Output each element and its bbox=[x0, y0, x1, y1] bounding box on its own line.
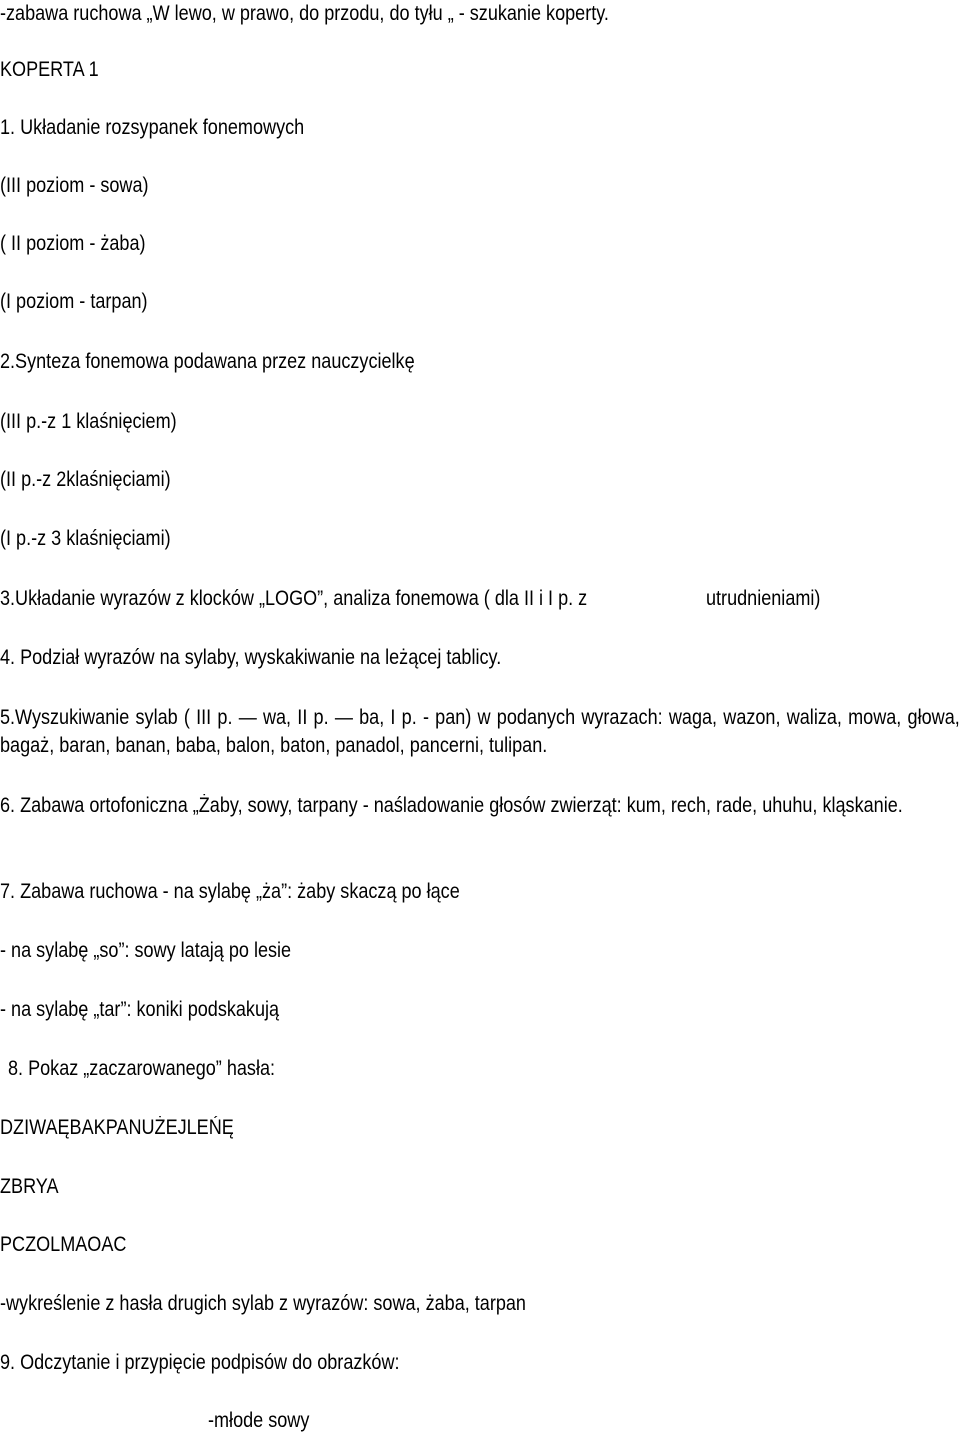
crossing-out-line: -wykreślenie z hasła drugich sylab z wyrazów: sowa, żaba, tarpan bbox=[0, 1292, 526, 1315]
step-3-line-end: utrudnieniami) bbox=[706, 587, 821, 610]
step-7-tar-line: - na sylabę „tar”: koniki podskakują bbox=[0, 998, 280, 1021]
step-1-line: 1. Układanie rozsypanek fonemowych bbox=[0, 116, 305, 139]
intro-game-line: -zabawa ruchowa „W lewo, w prawo, do przodu, do tyłu „ - szukanie koperty. bbox=[0, 2, 609, 25]
step-2-line: 2.Synteza fonemowa podawana przez nauczycielkę bbox=[0, 350, 415, 373]
step-9-line: 9. Odczytanie i przypięcie podpisów do obrazków: bbox=[0, 1351, 400, 1374]
step-8-line: 8. Pokaz „zaczarowanego” hasła: bbox=[8, 1057, 276, 1080]
step-3-line: 3.Układanie wyrazów z klocków „LOGO”, analiza fonemowa ( dla II i I p. z bbox=[0, 587, 588, 610]
password-line-3: PCZOLMAOAC bbox=[0, 1233, 127, 1256]
step-2-level-1: (I p.-z 3 klaśnięciami) bbox=[0, 527, 171, 550]
password-line-1: DZIWAĘBAKPANUŻEJLEŃĘ bbox=[0, 1116, 234, 1139]
young-owls-line: -młode sowy bbox=[208, 1409, 310, 1432]
envelope-heading: KOPERTA 1 bbox=[0, 58, 99, 81]
step-4-line: 4. Podział wyrazów na sylaby, wyskakiwanie na leżącej tablicy. bbox=[0, 646, 502, 669]
step-6-paragraph: 6. Zabawa ortofoniczna „Żaby, sowy, tarpany - naśladowanie głosów zwierząt: kum, rech, rade, uhuhu, kląskanie. bbox=[0, 794, 903, 817]
step-5-paragraph: 5.Wyszukiwanie sylab ( III p. — wa, II p. — ba, I p. - pan) w podanych wyrazach: waga, wazon, waliza, mowa, głowa, bagaż, baran, banan, baba, balon, baton, panadol, pancerni, tulipan. bbox=[0, 706, 960, 757]
level-3-line: (III poziom - sowa) bbox=[0, 174, 149, 197]
step-2-level-3: (III p.-z 1 klaśnięciem) bbox=[0, 410, 177, 433]
step-7-line: 7. Zabawa ruchowa - na sylabę „ża”: żaby skaczą po łące bbox=[0, 880, 460, 903]
password-line-2: ZBRYA bbox=[0, 1175, 59, 1198]
level-2-line: ( II poziom - żaba) bbox=[0, 232, 146, 255]
step-7-so-line: - na sylabę „so”: sowy latają po lesie bbox=[0, 939, 292, 962]
step-2-level-2: (II p.-z 2klaśnięciami) bbox=[0, 468, 171, 491]
level-1-line: (I poziom - tarpan) bbox=[0, 290, 148, 313]
